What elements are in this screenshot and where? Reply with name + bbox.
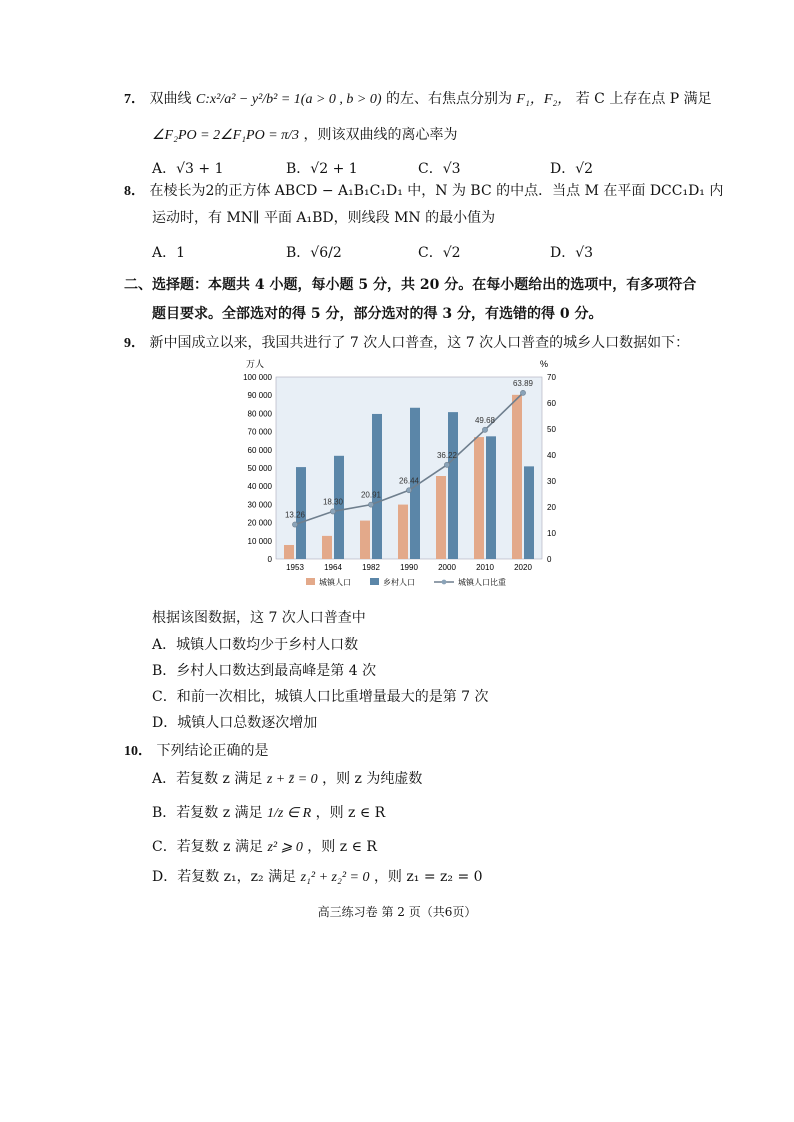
x-tick-label: 2000 (438, 563, 456, 572)
urban-bar (360, 521, 370, 559)
x-tick-label: 2010 (476, 563, 494, 572)
rural-bar (372, 414, 382, 559)
section2-line2: 题目要求。全部选对的得 5 分，部分选对的得 3 分，有选错的得 0 分。 (152, 306, 603, 322)
q9-option-a: A．城镇人口数均少于乡村人口数 (152, 637, 359, 653)
x-tick-label: 1953 (286, 563, 304, 572)
ratio-point (292, 522, 297, 527)
legend-urban-swatch (306, 578, 315, 585)
ratio-data-label: 36.22 (436, 450, 458, 460)
legend-ratio-marker (442, 580, 447, 585)
left-tick-label: 10 000 (247, 536, 272, 546)
q7-line2 (152, 124, 458, 144)
q9-option-d: D．城镇人口总数逐次增加 (152, 715, 318, 731)
q7-angle-formula: ∠F₂PO = 2∠F₁PO = π/3 (152, 128, 300, 143)
urban-bar (512, 395, 522, 559)
q10-option-c (152, 836, 377, 856)
q9-option-b: B．乡村人口数达到最高峰是第 4 次 (152, 663, 377, 679)
q10-option-a (152, 768, 422, 788)
right-tick-label: 20 (547, 503, 556, 512)
q8-line2: 运动时，有 MN∥ 平面 A₁BD，则线段 MN 的最小值为 (152, 210, 496, 226)
ratio-point (406, 488, 411, 493)
right-tick-label: 0 (547, 555, 552, 564)
q7-foci: F₁，F₂， (516, 92, 572, 107)
q10-a-pre: A．若复数 z 满足 (152, 771, 263, 787)
q9-option-c: C．和前一次相比，城镇人口比重增量最大的是第 7 次 (152, 689, 489, 705)
q10-b-post: ，则 z ∈ R (315, 805, 386, 821)
legend-ratio-label: 城镇人口比重 (458, 578, 506, 587)
q10-option-b (152, 802, 385, 822)
urban-bar (436, 476, 446, 559)
q7-formula: C:x²/a² − y²/b² = 1(a > 0 , b > 0) (195, 92, 382, 107)
q10-option-d (152, 866, 483, 886)
right-tick-label: 40 (547, 451, 556, 460)
q10-c-math: z² ⩾ 0 (267, 840, 303, 855)
ratio-data-label: 63.89 (512, 378, 534, 388)
q7-option-a: A．√3 + 1 (152, 161, 224, 177)
ratio-data-label: 18.30 (322, 497, 344, 507)
left-tick-label: 30 000 (247, 500, 272, 510)
q10-line (124, 740, 268, 760)
x-tick-label: 2020 (514, 563, 532, 572)
rural-bar (448, 412, 458, 559)
q9-line (124, 332, 689, 352)
right-tick-label: 10 (547, 529, 556, 538)
q10-b-pre: B．若复数 z 满足 (152, 805, 263, 821)
q8-line1-text: 在棱长为2的正方体 ABCD − A₁B₁C₁D₁ 中，N 为 BC 的中点．当点 M 在平面 DCC₁D₁ 内 (149, 183, 724, 199)
q10-c-post: ，则 z ∈ R (307, 839, 377, 855)
q8-option-a: A．1 (152, 245, 186, 261)
q10-d-pre: D．若复数 z₁，z₂ 满足 (152, 869, 297, 885)
left-tick-label: 40 000 (247, 482, 272, 492)
x-tick-label: 1964 (324, 563, 342, 572)
x-axis-ticks (286, 563, 532, 572)
ratio-data-label: 13.26 (284, 510, 306, 520)
q7-text-a: 双曲线 (149, 91, 192, 107)
left-axis-ticks (243, 373, 272, 564)
legend-rural-label: 乡村人口 (383, 578, 415, 587)
q10-c-pre: C．若复数 z 满足 (152, 839, 263, 855)
q10-d-math: z₁² + z₂² = 0 (300, 870, 370, 885)
left-tick-label: 0 (267, 555, 272, 564)
ratio-data-label: 49.68 (474, 415, 496, 425)
ratio-point (444, 462, 449, 467)
q9-intro: 根据该图数据，这 7 次人口普查中 (152, 610, 366, 626)
ratio-point (482, 427, 487, 432)
right-axis-unit: % (539, 359, 548, 369)
urban-bar (398, 505, 408, 559)
left-tick-label: 100 000 (243, 373, 272, 382)
urban-bar (322, 536, 332, 559)
census-chart (228, 357, 556, 595)
left-tick-label: 80 000 (247, 409, 272, 419)
q8-option-c: C．√2 (418, 245, 461, 261)
ratio-point (368, 502, 373, 507)
q10-b-math: 1/z ∈ R (267, 806, 312, 821)
q10-text: 下列结论正确的是 (156, 743, 269, 759)
q10-a-math: z + z̄ = 0 (266, 772, 318, 787)
urban-bar (474, 437, 484, 559)
right-tick-label: 50 (547, 425, 556, 434)
right-tick-label: 70 (547, 373, 556, 382)
left-tick-label: 90 000 (247, 391, 272, 401)
q7-line1 (124, 88, 712, 108)
q7-line2-text: ，则该双曲线的离心率为 (303, 127, 458, 143)
q10-d-post: ，则 z₁ = z₂ = 0 (373, 869, 483, 885)
page-footer: 高三练习卷 第 2 页（共6页） (317, 905, 477, 919)
plot-background (276, 377, 542, 559)
chart-legend (306, 577, 506, 587)
legend-rural-swatch (370, 578, 379, 585)
right-tick-label: 30 (547, 477, 556, 486)
ratio-point (330, 509, 335, 514)
urban-bar (284, 545, 294, 559)
left-tick-label: 60 000 (247, 445, 272, 455)
left-tick-label: 20 000 (247, 518, 272, 528)
rural-bar (524, 466, 534, 559)
q7-text-b: 的左、右焦点分别为 (385, 91, 512, 107)
q7-option-c: C．√3 (418, 161, 461, 177)
q7-option-b: B．√2 + 1 (286, 161, 358, 177)
q10-a-post: ，则 z 为纯虚数 (322, 771, 423, 787)
x-tick-label: 1982 (362, 563, 380, 572)
q8-option-b: B．√6/2 (286, 245, 342, 261)
rural-bar (334, 456, 344, 559)
left-tick-label: 50 000 (247, 464, 272, 473)
right-axis-ticks (547, 373, 556, 564)
ratio-point (520, 390, 525, 395)
rural-bar (486, 436, 496, 559)
right-tick-label: 60 (547, 399, 556, 408)
q7-number: 7． (124, 92, 145, 107)
left-tick-label: 70 000 (247, 427, 272, 437)
q9-number: 9． (124, 336, 145, 351)
q9-text: 新中国成立以来，我国共进行了 7 次人口普查，这 7 次人口普查的城乡人口数据如下： (149, 335, 690, 351)
q8-number: 8． (124, 184, 145, 199)
q8-option-d: D．√3 (550, 245, 594, 261)
ratio-data-label: 26.44 (398, 476, 420, 486)
q7-option-d: D．√2 (550, 161, 594, 177)
left-axis-unit: 万人 (246, 359, 265, 369)
section2-line1: 二、选择题：本题共 4 小题，每小题 5 分，共 20 分。在每小题给出的选项中，有多项符合 (124, 277, 697, 293)
ratio-data-label: 20.91 (360, 490, 382, 500)
legend-urban-label: 城镇人口 (319, 578, 351, 587)
q10-number: 10． (124, 744, 152, 759)
x-tick-label: 1990 (400, 563, 418, 572)
q8-line1 (124, 180, 723, 200)
q7-text-c: 若 C 上存在点 P 满足 (575, 91, 712, 107)
